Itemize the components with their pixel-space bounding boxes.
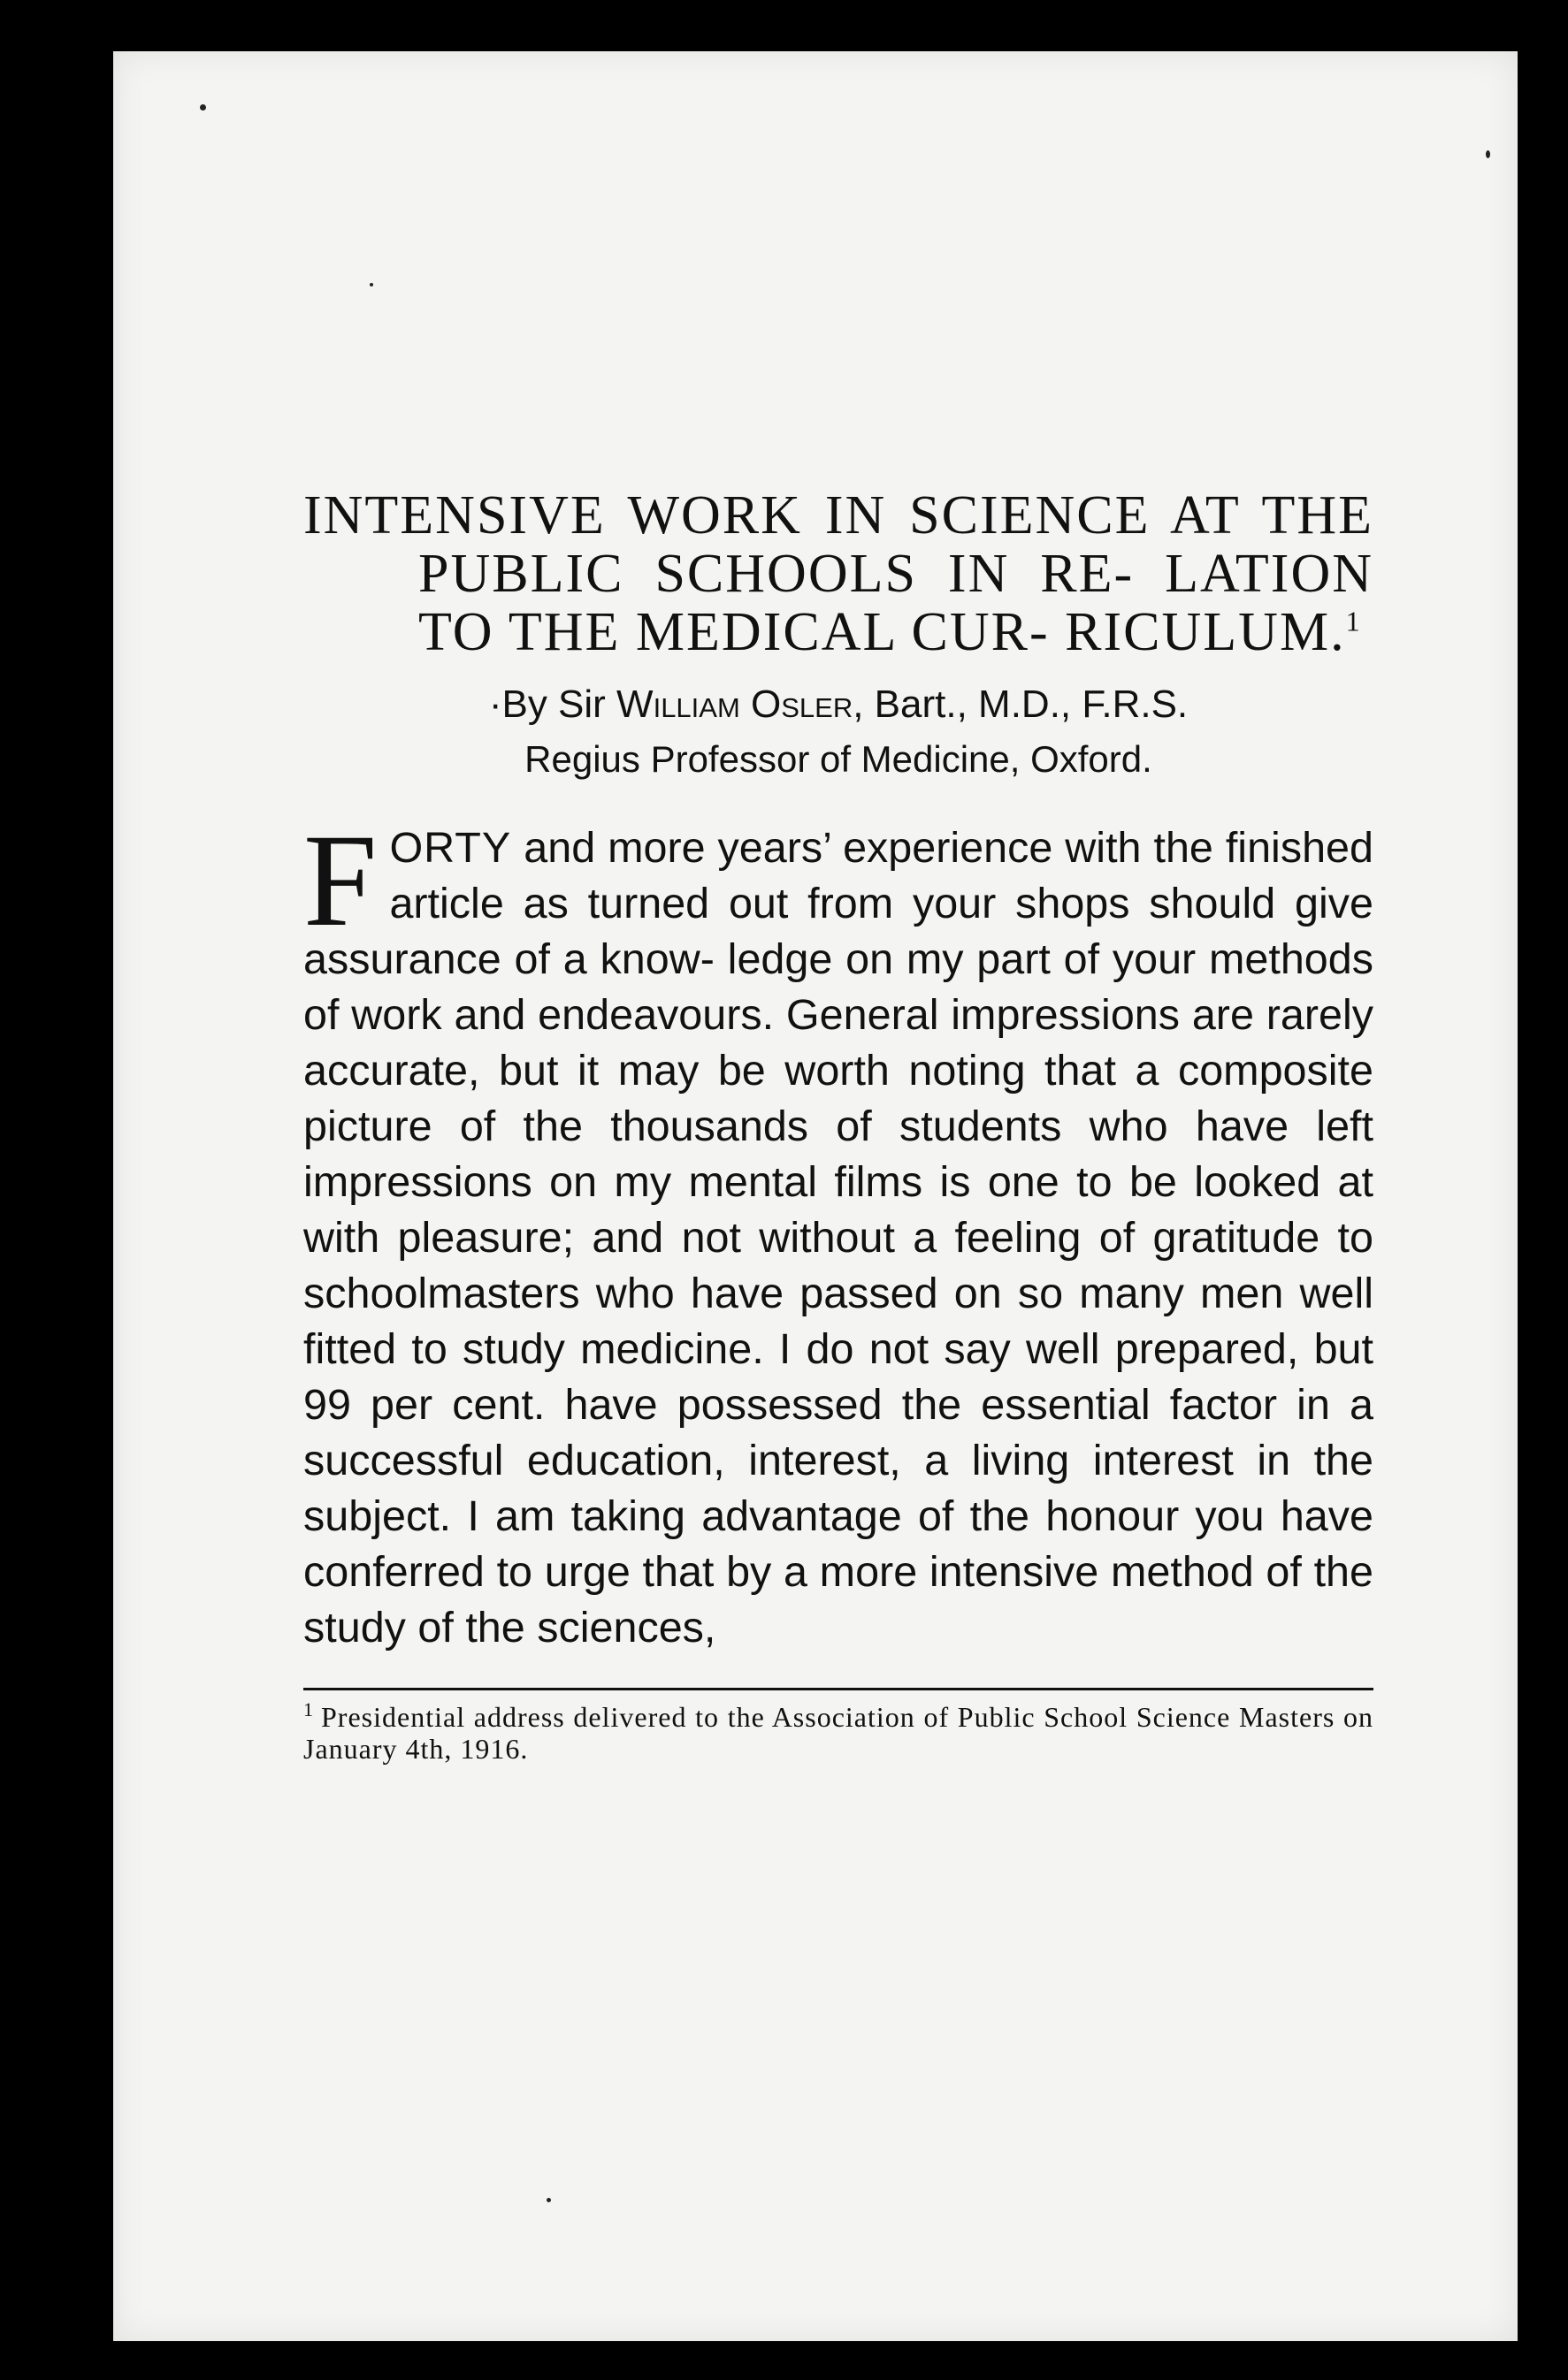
footnote-rule bbox=[303, 1688, 1373, 1690]
speck-mark bbox=[1486, 150, 1490, 158]
footnote-text: Presidential address delivered to the Association of Public School Science Masters on January 4th, 1916. bbox=[303, 1701, 1373, 1765]
author-name: William Osler bbox=[616, 683, 853, 726]
lead-in: ORTY bbox=[389, 824, 512, 872]
body-paragraph bbox=[303, 807, 1373, 1656]
article bbox=[303, 486, 1373, 1765]
footnote-marker: 1 bbox=[303, 1698, 314, 1721]
byline-suffix: , Bart., M.D., F.R.S. bbox=[853, 683, 1189, 726]
speck-mark bbox=[370, 283, 373, 286]
page bbox=[113, 51, 1518, 2341]
article-title bbox=[303, 486, 1373, 661]
footnote bbox=[303, 1698, 1373, 1765]
byline bbox=[303, 679, 1373, 730]
title-footnote-marker: 1 bbox=[1345, 605, 1362, 637]
speck-mark bbox=[547, 2198, 551, 2202]
author-affiliation: Regius Professor of Medicine, Oxford. bbox=[524, 738, 1152, 780]
article-title-text: INTENSIVE WORK IN SCIENCE AT THE PUBLIC SCHOOLS IN RE- LATION TO THE MEDICAL CUR- RICULUM. bbox=[303, 485, 1373, 662]
speck-mark bbox=[200, 104, 206, 111]
body-text: and more years’ experience with the finished article as turned out from your shops should give assurance of a know- ledge on my part of your methods of work and endeavours. General impressions are rarely accurate, but it may be worth noting that a composite picture of the thousands of students who have left impressions on my mental films is one to be looked at with pleasure; and not without a feeling of gratitude to schoolmasters who have passed on so many men well fitted to study medicine. I do not say well prepared, but 99 per cent. have possessed the essential factor in a successful education, interest, a living interest in the subject. I am taking advantage of the honour you have conferred to urge that by a more intensive method of the study of the sciences, bbox=[303, 824, 1373, 1652]
byline-prefix: ·By Sir bbox=[488, 683, 617, 726]
drop-cap: F bbox=[303, 807, 378, 954]
